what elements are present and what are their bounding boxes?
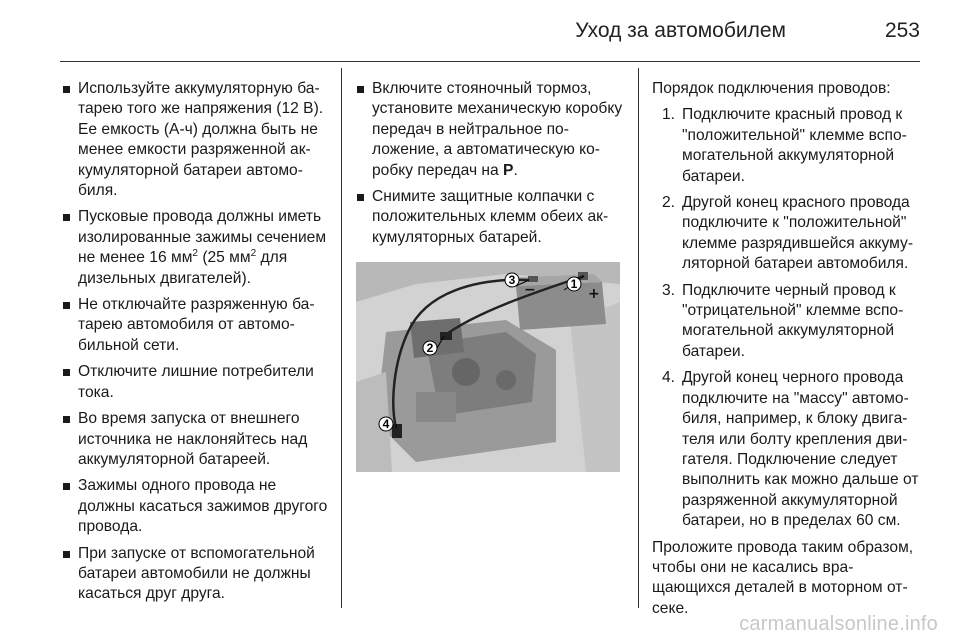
bullet-item [62,207,332,289]
gear-position: P [503,161,514,179]
step-number: 4. [662,369,676,387]
step-item [652,368,924,531]
column-divider-2 [638,68,639,608]
bullet-item: Используйте аккумуляторную батарею того же напряжения (12 В). Ее емкость (А-ч) должна быть не менее емкости разряженной аккумуляторной батареи автомобиля. [62,79,332,201]
steps-list [356,79,630,248]
bullet-text: Пусковые провода должны иметь изолированные зажимы сечением не менее 16 мм [78,208,327,267]
callout-3 [505,273,519,287]
step-text: Другой конец красного провода подключите к "положительной" клемме разрядившейся аккумуляторной батареи автомобиля. [682,194,914,273]
column-divider-1 [341,68,342,608]
step-text: Подключите черный провод к "отрицательной" клемме вспомогательной аккумуляторной батареи. [682,281,904,360]
plus-icon: + [588,286,600,303]
bullet-item: При запуске от вспомогательной батареи автомобили не должны касаться друг друга. [62,544,332,605]
connection-intro: Порядок подключения проводов: [652,80,891,97]
step-text: Другой конец черного провода подключите на "массу" автомобиля, например, к блоку двигателя или болту крепления двигателя. Подключение следует выполнить как можно дальше от разряженной аккумуляторной батареи, но в пределах 60 см. [682,369,919,530]
bullet-text: . [513,161,518,179]
step-item [652,281,924,363]
bullet-item: Снимите защитные колпачки с положительных клемм обеих аккумуляторных батарей. [356,187,630,248]
page-header-title: Уход за автомобилем [575,19,786,42]
bullet-text: для дизельных двигателей). [78,249,288,287]
connection-steps [652,105,924,531]
bullet-item: Не отключайте разряженную батарею автомобиля от автомобильной сети. [62,295,332,356]
callout-4 [379,417,393,431]
column-1 [62,79,332,611]
bullet-item: Зажимы одного провода не должны касаться зажимов другого провода. [62,476,332,537]
callout-label: 2 [426,341,434,356]
bullet-item [356,79,630,181]
callout-label: 4 [382,417,390,432]
watermark[interactable]: carmanualsonline.info [739,613,938,635]
engine-bay-illustration [356,262,620,472]
step-text: Подключите красный провод к "положительной" клемме вспомогательной аккумуляторной батареи. [682,106,907,185]
page-number: 253 [884,19,920,42]
precautions-list [62,79,332,605]
bullet-item: Во время запуска от внешнего источника не наклоняйтесь над аккумуляторной батареей. [62,409,332,470]
superscript: 2 [192,248,198,260]
column-3 [652,79,924,625]
jump-start-diagram [356,262,620,472]
column-2 [356,79,630,472]
step-number: 3. [662,281,676,299]
step-number: 1. [662,106,676,124]
bullet-text: (25 мм [197,249,251,267]
callout-1 [567,277,581,291]
bullet-text: Включите стояночный тормоз, установите механическую коробку передач в нейтральное положение, а автоматическую коробку передач на [372,80,623,179]
bullet-item: Отключите лишние потребители тока. [62,362,332,403]
step-item [652,193,924,275]
callout-label: 1 [570,277,578,292]
header-rule [60,61,920,62]
callout-label: 3 [508,273,516,288]
cable-routing-note: Проложите провода таким образом, чтобы они не касались вращающихся деталей в моторном отсеке. [652,538,914,617]
step-item [652,105,924,187]
step-number: 2. [662,194,676,212]
callout-2 [423,341,437,355]
minus-icon: − [524,282,536,299]
superscript: 2 [250,248,257,260]
